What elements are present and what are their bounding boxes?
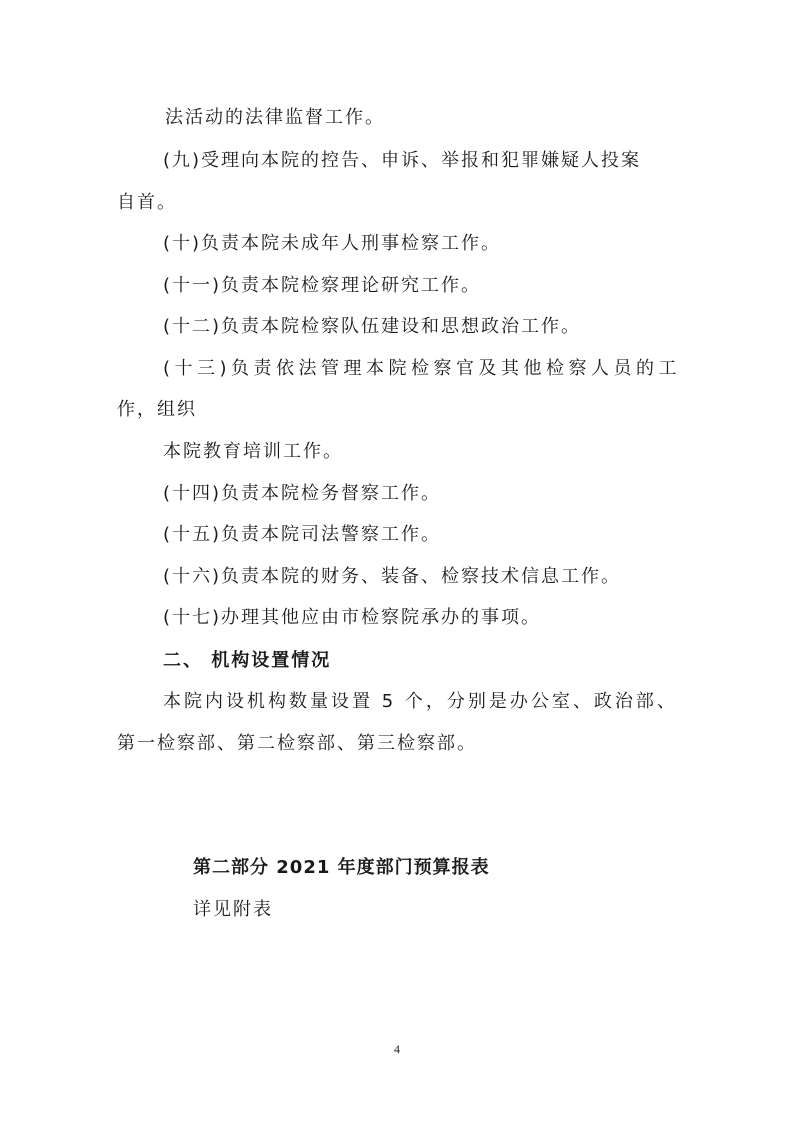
text-line: (十二)负责本院检察队伍建设和思想政治工作。 (163, 316, 582, 337)
org-paragraph-line: 本院内设机构数量设置 5 个，分别是办公室、政治部、 (163, 691, 678, 712)
text-line: 作，组织 (117, 399, 197, 420)
text-line: (十三)负责依法管理本院检察官及其他检察人员的工 (163, 358, 682, 379)
text-line: 本院教育培训工作。 (163, 441, 343, 462)
text-line: (十)负责本院未成年人刑事检察工作。 (163, 233, 502, 254)
text-line: (十一)负责本院检察理论研究工作。 (163, 275, 482, 296)
text-line: (十七)办理其他应由市检察院承办的事项。 (163, 607, 542, 628)
text-line: 法活动的法律监督工作。 (165, 107, 385, 128)
page-number: 4 (394, 1042, 400, 1056)
part-two-note: 详见附表 (193, 899, 273, 920)
section-heading: 二、 机构设置情况 (163, 650, 332, 671)
part-two-heading: 第二部分 2021 年度部门预算报表 (193, 857, 490, 878)
org-paragraph-line: 第一检察部、第二检察部、第三检察部。 (117, 733, 477, 754)
text-line: (九)受理向本院的控告、申诉、举报和犯罪嫌疑人投案 (163, 150, 642, 171)
text-line: (十四)负责本院检务督察工作。 (163, 483, 442, 504)
text-line: (十六)负责本院的财务、装备、检察技术信息工作。 (163, 566, 622, 587)
text-line: 自首。 (117, 192, 177, 213)
text-line: (十五)负责本院司法警察工作。 (163, 524, 442, 545)
